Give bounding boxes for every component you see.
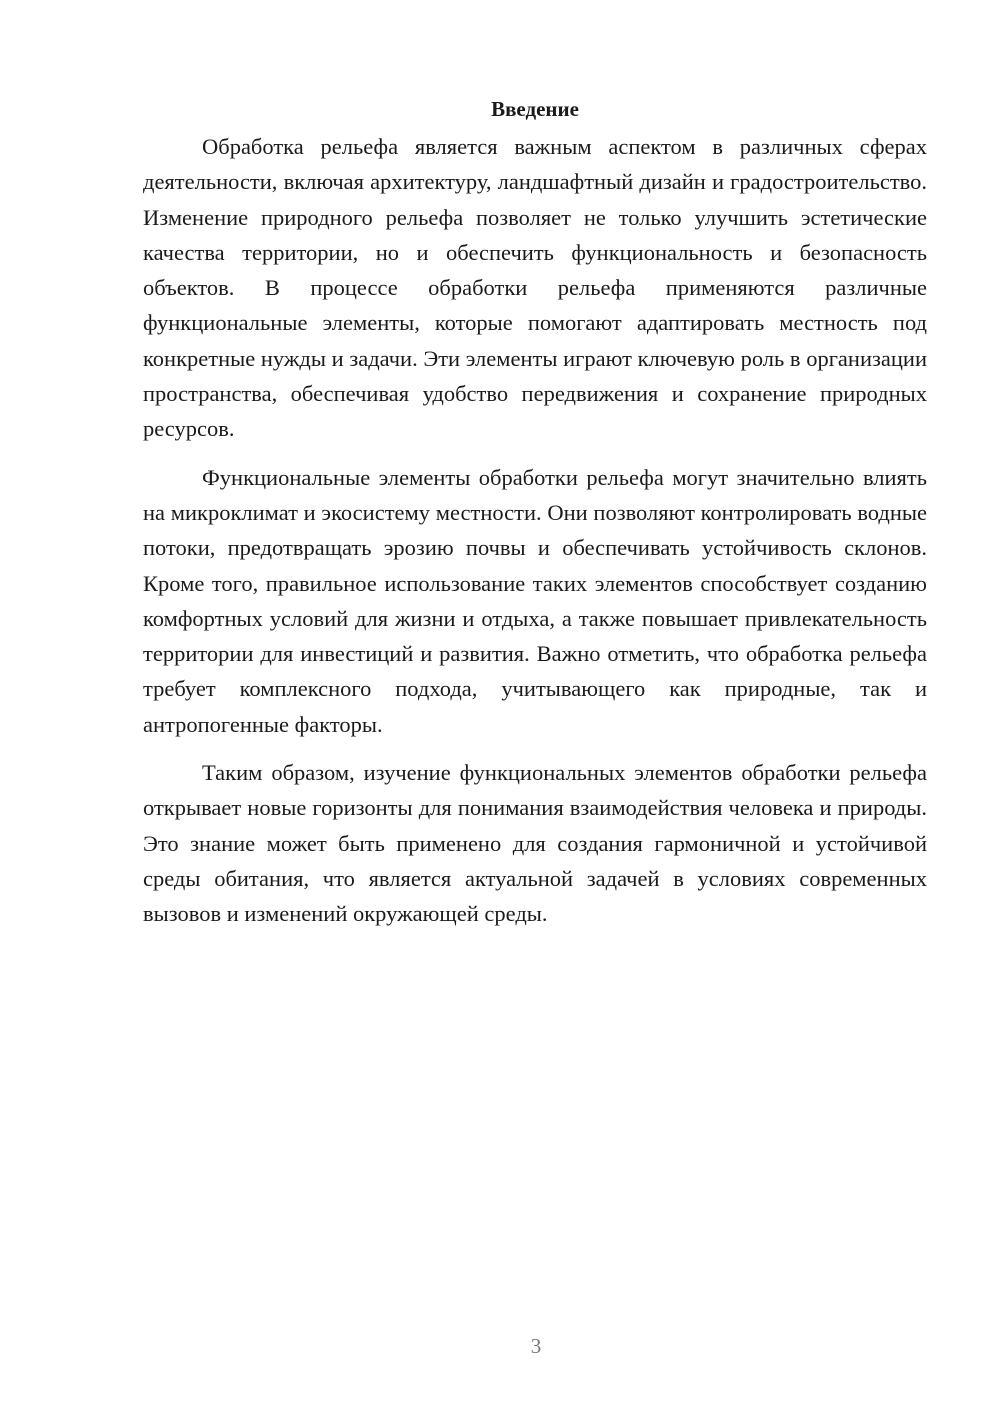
page-content: [143, 94, 927, 945]
paragraph-1: Обработка рельефа является важным аспектом в различных сферах деятельности, включая архитектуру, ландшафтный дизайн и градостроительство. Изменение природного рельефа позволяет не только улучшить эстетические качества территории, но и обеспечить функциональность и безопасность объектов. В процессе обработки рельефа применяются различные функциональные элементы, которые помогают адаптировать местность под конкретные нужды и задачи. Эти элементы играют ключевую роль в организации пространства, обеспечивая удобство передвижения и сохранение природных ресурсов.: [143, 134, 927, 442]
paragraph-3: Таким образом, изучение функциональных элементов обработки рельефа открывает новые горизонты для понимания взаимодействия человека и природы. Это знание может быть применено для создания гармоничной и устойчивой среды обитания, что является актуальной задачей в условиях современных вызовов и изменений окружающей среды.: [143, 760, 927, 927]
paragraph-2: Функциональные элементы обработки рельефа могут значительно влиять на микроклимат и экосистему местности. Они позволяют контролировать водные потоки, предотвращать эрозию почвы и обеспечивать устойчивость склонов. Кроме того, правильное использование таких элементов способствует созданию комфортных условий для жизни и отдыха, а также повышает привлекательность территории для инвестиций и развития. Важно отметить, что обработка рельефа требует комплексного подхода, учитывающего как природные, так и антропогенные факторы.: [143, 464, 927, 737]
page-number: 3: [530, 1334, 542, 1358]
section-heading: Введение: [491, 97, 579, 121]
